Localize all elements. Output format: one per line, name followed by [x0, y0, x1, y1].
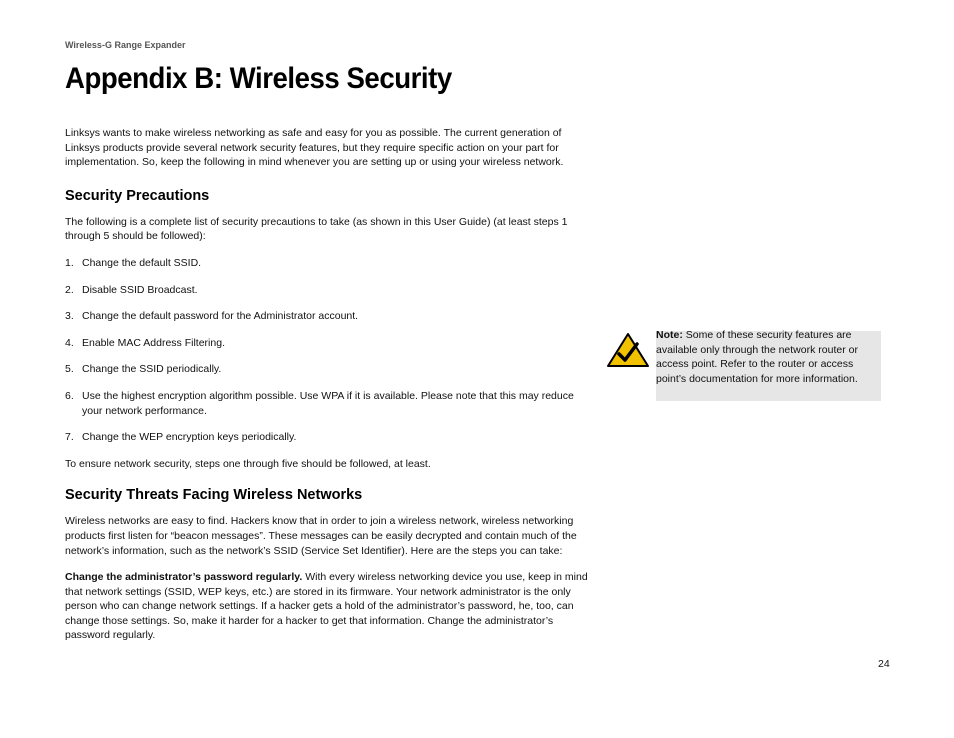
list-text: Use the highest encryption algorithm possible. Use WPA if it is available. Please note that this may reduce your network performance.	[82, 389, 574, 417]
list-number: 7.	[65, 431, 74, 444]
list-item	[65, 336, 590, 351]
list-item	[65, 309, 590, 324]
ensure-paragraph: To ensure network security, steps one through five should be followed, at least.	[65, 457, 431, 470]
list-text: Enable MAC Address Filtering.	[82, 336, 225, 349]
precautions-lead: The following is a complete list of security precautions to take (as shown in this User Guide) (at least steps 1 through 5 should be followed):	[65, 215, 568, 243]
admin-password-text: With every wireless networking device you use, keep in mind that network settings (SSID, WEP keys, etc.) are stored in its firmware. Your network administrator is the only person who can change network settings. If a hacker gets a hold of the administrator’s password, he, too, can change those settings. So, make it harder for a hacker to get that information. Change the administrator’s password regularly.	[65, 571, 588, 642]
list-item	[65, 389, 590, 418]
running-header: Wireless-G Range Expander	[65, 40, 186, 50]
admin-password-lead: Change the administrator’s password regularly.	[65, 571, 303, 584]
list-item	[65, 362, 590, 377]
checkmark-warning-icon	[606, 332, 650, 368]
list-text: Change the default password for the Administrator account.	[82, 310, 359, 323]
list-text: Disable SSID Broadcast.	[82, 283, 198, 296]
threats-paragraph: Wireless networks are easy to find. Hackers know that in order to join a wireless network, wireless networking products first listen for “beacon messages”. These messages can be easily decrypted and contain much of the network’s information, such as the network’s SSID (Service Set Identifier). Here are the steps you can take:	[65, 515, 577, 557]
list-number: 4.	[65, 336, 74, 349]
intro-paragraph: Linksys wants to make wireless networking as safe and easy for you as possible. The current generation of Linksys products provide several network security features, but they require specific action on your part for implementation. So, keep the following in mind whenever you are setting up or using your wireless network.	[65, 127, 564, 169]
precautions-list	[65, 256, 590, 445]
note-body: Some of these security features are available only through the network router or access point. Refer to the router or access point’s documentation for more information.	[656, 329, 858, 385]
list-item	[65, 256, 590, 271]
list-number: 3.	[65, 310, 74, 323]
list-text: Change the WEP encryption keys periodically.	[82, 431, 297, 444]
precautions-heading: Security Precautions	[65, 187, 210, 204]
list-number: 2.	[65, 283, 74, 296]
list-item	[65, 430, 590, 445]
list-text: Change the SSID periodically.	[82, 363, 222, 376]
list-number: 1.	[65, 256, 74, 269]
page-number: 24	[878, 658, 890, 670]
threats-heading: Security Threats Facing Wireless Networks	[65, 487, 363, 504]
note-label: Note:	[656, 329, 683, 341]
list-number: 6.	[65, 389, 74, 402]
main-content	[65, 126, 590, 643]
list-text: Change the default SSID.	[82, 256, 202, 269]
list-number: 5.	[65, 363, 74, 376]
note-text	[656, 328, 874, 386]
page-title: Appendix B: Wireless Security	[65, 62, 452, 95]
admin-password-paragraph	[65, 570, 590, 643]
list-item	[65, 283, 590, 298]
